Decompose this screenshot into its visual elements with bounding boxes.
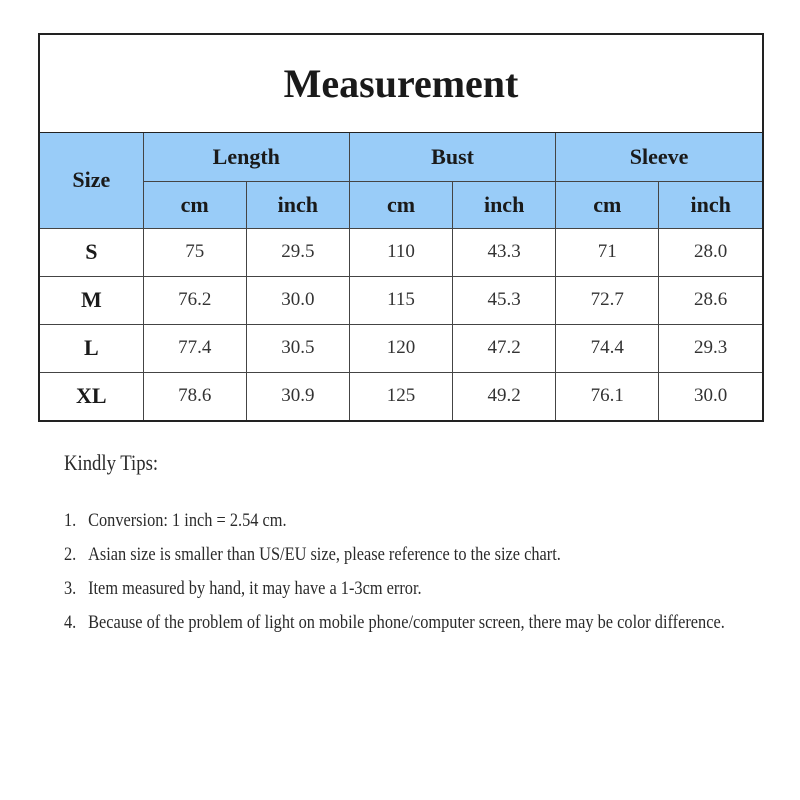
list-number: 4. [64, 612, 77, 633]
table-cell: 76.2 [143, 276, 246, 324]
table-cell: 30.5 [246, 324, 349, 372]
header-length: Length [143, 133, 349, 181]
table-cell: 74.4 [556, 324, 659, 372]
list-item [64, 538, 769, 572]
header-row-units [40, 181, 762, 228]
header-unit: inch [453, 181, 556, 228]
table-cell: 78.6 [143, 372, 246, 420]
table-row [40, 372, 762, 420]
header-size: Size [40, 133, 143, 228]
header-row-groups [40, 133, 762, 181]
tip-text: Asian size is smaller than US/EU size, please reference to the size chart. [88, 544, 561, 565]
header-unit: cm [556, 181, 659, 228]
list-item [64, 572, 769, 606]
table-row [40, 276, 762, 324]
table-row [40, 228, 762, 276]
table-cell: 28.6 [659, 276, 762, 324]
table-cell: 71 [556, 228, 659, 276]
header-bust: Bust [349, 133, 555, 181]
list-item [64, 504, 769, 538]
header-unit: inch [659, 181, 762, 228]
table-cell: 110 [349, 228, 452, 276]
table-cell: 49.2 [453, 372, 556, 420]
tip-text: Item measured by hand, it may have a 1-3cm error. [88, 578, 422, 599]
list-number: 2. [64, 544, 77, 565]
table-cell: 75 [143, 228, 246, 276]
size-table [40, 133, 762, 420]
table-cell: 115 [349, 276, 452, 324]
list-item [64, 606, 769, 640]
tip-text: Because of the problem of light on mobile phone/computer screen, there may be color difference. [88, 612, 725, 633]
table-cell: 43.3 [453, 228, 556, 276]
table-cell: 72.7 [556, 276, 659, 324]
list-number: 3. [64, 578, 77, 599]
header-sleeve: Sleeve [556, 133, 762, 181]
header-unit: cm [349, 181, 452, 228]
table-cell: 29.5 [246, 228, 349, 276]
tips-list [64, 504, 764, 640]
tip-text: Conversion: 1 inch = 2.54 cm. [88, 510, 287, 531]
tips-section [64, 450, 764, 640]
table-row [40, 324, 762, 372]
header-unit: inch [246, 181, 349, 228]
table-cell: 30.9 [246, 372, 349, 420]
chart-title: Measurement [40, 35, 762, 133]
table-cell: 30.0 [659, 372, 762, 420]
table-cell: 29.3 [659, 324, 762, 372]
table-cell: 30.0 [246, 276, 349, 324]
table-cell: 76.1 [556, 372, 659, 420]
header-unit: cm [143, 181, 246, 228]
tips-title: Kindly Tips: [64, 450, 159, 475]
size-label: XL [40, 372, 143, 420]
table-cell: 45.3 [453, 276, 556, 324]
table-cell: 77.4 [143, 324, 246, 372]
table-cell: 47.2 [453, 324, 556, 372]
table-cell: 125 [349, 372, 452, 420]
table-cell: 120 [349, 324, 452, 372]
size-label: M [40, 276, 143, 324]
size-label: S [40, 228, 143, 276]
table-cell: 28.0 [659, 228, 762, 276]
size-label: L [40, 324, 143, 372]
size-chart [38, 33, 764, 422]
list-number: 1. [64, 510, 77, 531]
